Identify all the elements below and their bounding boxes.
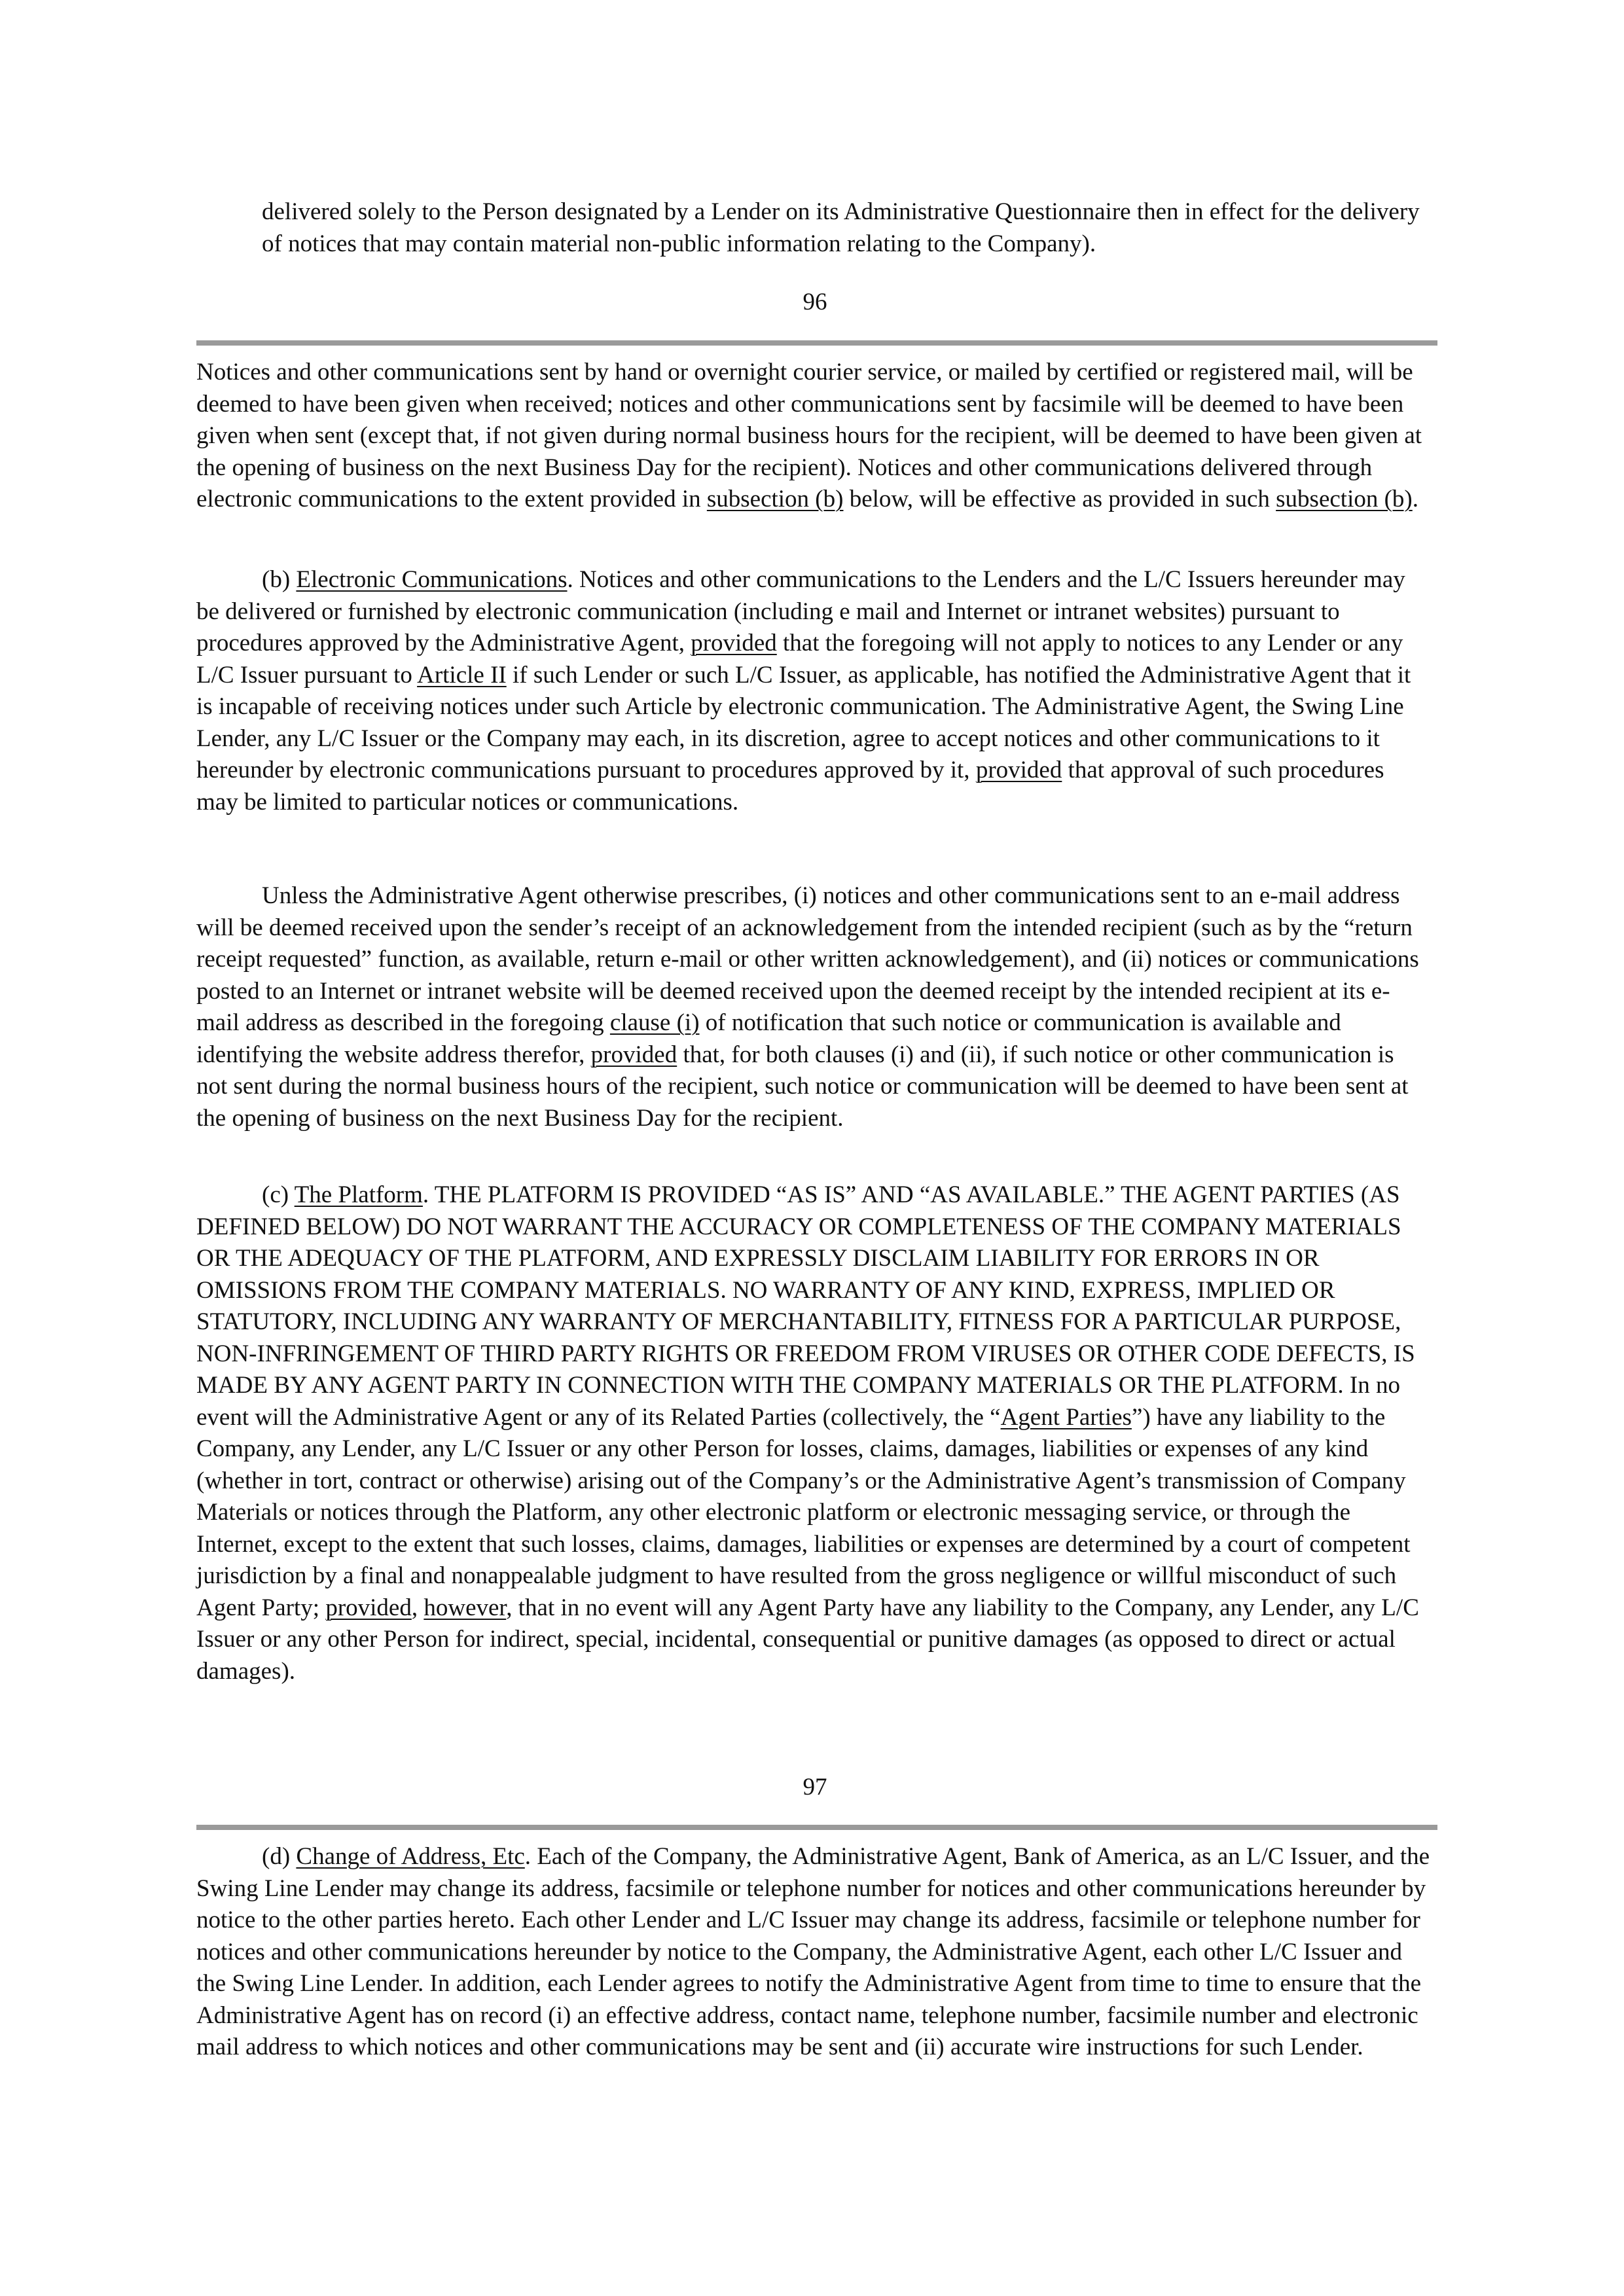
subsection-b-ref: subsection (b) — [706, 486, 844, 512]
paragraph-top: delivered solely to the Person designated by a Lender on its Administrative Questionnaire then in effect for the delivery of notices that may contain material non-public information relating to the Company). — [262, 198, 1420, 257]
clause-i-ref: clause (i) — [609, 1009, 700, 1036]
however-term: however — [424, 1594, 507, 1621]
subsection-b-ref: subsection (b) — [1276, 486, 1413, 512]
provided-term: provided — [590, 1041, 677, 1068]
paragraph-electronic-communications: (b) Electronic Communications. Notices and other communications to the Lenders and the L/C Issuers hereunder may be delivered or furnished by electronic communication (including e mail and Internet or intranet websites) pursuant to procedures approved by the Administrative Agent, provided that the foregoing will not apply to notices to any Lender or any L/C Issuer pursuant to Article II if such Lender or such L/C Issuer, as applicable, has notified the Administrative Agent that it is incapable of receiving notices under such Article by electronic communication. The Administrative Agent, the Swing Line Lender, any L/C Issuer or the Company may each, in its discretion, agree to accept notices and other communications to it hereunder by electronic communications pursuant to procedures approved by it, provided that approval of such procedures may be limited to particular notices or communications. — [196, 566, 1411, 816]
page-break-rule — [196, 340, 1437, 346]
page-number-96: 96 — [803, 289, 827, 315]
paragraph-platform: (c) The Platform. THE PLATFORM IS PROVIDED “AS IS” AND “AS AVAILABLE.” THE AGENT PARTIES (AS DEFINED BELOW) DO NOT WARRANT THE ACCURACY OR COMPLETENESS OF THE COMPANY MATERIALS OR THE ADEQUACY OF THE PLATFORM, AND EXPRESSLY DISCLAIM LIABILITY FOR ERRORS IN OR OMISSIONS FROM THE COMPANY MATERIALS. NO WARRANTY OF ANY KIND, EXPRESS, IMPLIED OR STATUTORY, INCLUDING ANY WARRANTY OF MERCHANTABILITY, FITNESS FOR A PARTICULAR PURPOSE, NON-INFRINGEMENT OF THIRD PARTY RIGHTS OR FREEDOM FROM VIRUSES OR OTHER CODE DEFECTS, IS MADE BY ANY AGENT PARTY IN CONNECTION WITH THE COMPANY MATERIALS OR THE PLATFORM. In no event will the Administrative Agent or any of its Related Parties (collectively, the “Agent Parties”) have any liability to the Company, any Lender, any L/C Issuer or any other Person for losses, claims, damages, liabilities or expenses of any kind (whether in tort, contract or otherwise) arising out of the Company’s or the Administrative Agent’s transmission of Company Materials or notices through the Platform, any other electronic platform or electronic messaging service, or through the Internet, except to the extent that such losses, claims, damages, liabilities or expenses are determined by a court of competent jurisdiction by a final and nonappealable judgment to have resulted from the gross negligence or willful misconduct of such Agent Party; provided, however, that in no event will any Agent Party have any liability to the Company, any Lender, any L/C Issuer or any other Person for indirect, special, incidental, consequential or punitive damages (as opposed to direct or actual damages). — [196, 1181, 1419, 1685]
agent-parties-term: Agent Parties — [1000, 1403, 1132, 1431]
paragraph-unless: Unless the Administrative Agent otherwise prescribes, (i) notices and other communications sent to an e-mail address will be deemed received upon the sender’s receipt of an acknowledgement from the intended recipient (such as by the “return receipt requested” function, as available, return e-mail or other written acknowledgement), and (ii) notices or communications posted to an Internet or intranet website will be deemed received upon the deemed receipt by the intended recipient at its e-mail address as described in the foregoing clause (i) of notification that such notice or communication is available and identifying the website address therefor, provided that, for both clauses (i) and (ii), if such notice or other communication is not sent during the normal business hours of the recipient, such notice or communication will be deemed to have been sent at the opening of business on the next Business Day for the recipient. — [196, 882, 1419, 1132]
section-heading-change-of-address: Change of Address, Etc — [296, 1843, 525, 1870]
page-number-97: 97 — [803, 1774, 827, 1801]
provided-term: provided — [975, 757, 1062, 783]
paragraph-change-of-address: (d) Change of Address, Etc. Each of the Company, the Administrative Agent, Bank of America, as an L/C Issuer, and the Swing Line Lender may change its address, facsimile or telephone number for notices and other communications hereunder by notice to the other parties hereto. Each other Lender and L/C Issuer may change its address, facsimile or telephone number for notices and other communications hereunder by notice to the Company, the Administrative Agent, each other L/C Issuer and the Swing Line Lender. In addition, each Lender agrees to notify the Administrative Agent from time to time to ensure that the Administrative Agent has on record (i) an effective address, contact name, telephone number, facsimile number and electronic mail address to which notices and other communications may be sent and (ii) accurate wire instructions for such Lender. — [196, 1843, 1430, 2060]
provided-term: provided — [691, 630, 777, 656]
section-heading-platform: The Platform — [294, 1181, 423, 1208]
article-ii-ref: Article II — [417, 661, 507, 689]
paragraph-notices: Notices and other communications sent by hand or overnight courier service, or mailed by certified or registered mail, will be deemed to have been given when received; notices and other communications sent by facsimile will be deemed to have been given when sent (except that, if not given during normal business hours for the recipient, will be deemed to have been given at the opening of business on the next Business Day for the recipient). Notices and other communications delivered through electronic communications to the extent provided in subsection (b) below, will be effective as provided in such subsection (b). — [196, 359, 1422, 512]
section-heading-electronic-communications: Electronic Communications — [296, 566, 568, 593]
page-break-rule — [196, 1825, 1437, 1830]
provided-term: provided — [325, 1594, 412, 1621]
